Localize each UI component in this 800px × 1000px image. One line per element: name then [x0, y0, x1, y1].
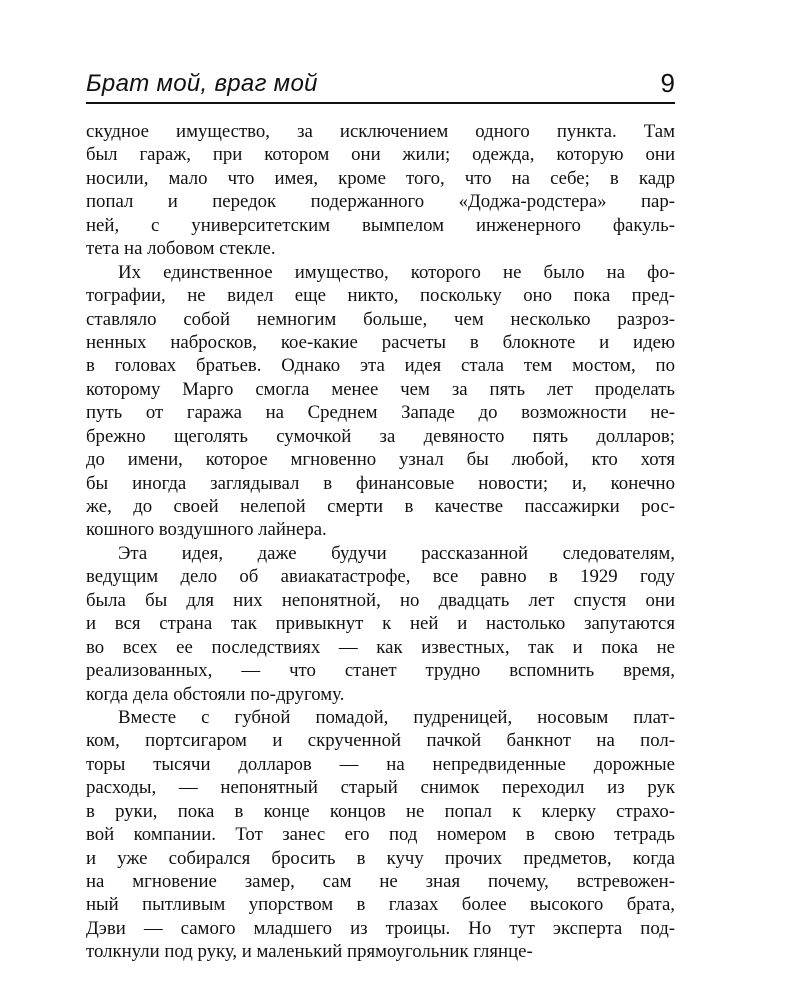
text-line: и уже собирался бросить в кучу прочих предметов, когда — [86, 847, 675, 869]
text-line: ком, портсигаром и скрученной пачкой банкнот на пол- — [86, 730, 675, 752]
running-head — [86, 68, 675, 104]
text-line: на мгновение замер, сам не зная почему, встревожен- — [86, 871, 675, 892]
text-line: Эта идея, даже будучи рассказанной следователям, — [118, 542, 675, 564]
text-line: была бы для них непонятной, но двадцать лет спустя они — [86, 589, 675, 611]
text-line: и вся страна так привыкнут к ней и настолько запутаются — [86, 613, 675, 635]
text-line: Их единственное имущество, которого не было на фо- — [118, 261, 675, 283]
text-line: ней, с университетским вымпелом инженерного факуль- — [86, 214, 675, 236]
text-line: реализованных, — что станет трудно вспомнить время, — [86, 660, 675, 682]
text-line: толкнули под руку, и маленький прямоугольник глянце- — [86, 941, 533, 963]
text-line: носили, мало что имея, кроме того, что на себе; в кадр — [86, 167, 675, 189]
text-line: которому Марго смогла менее чем за пять лет проделать — [86, 378, 675, 400]
paragraph — [86, 706, 675, 964]
text-line: брежно щеголять сумочкой за девяносто пять долларов; — [86, 425, 675, 447]
body-text — [86, 120, 675, 964]
paragraph — [86, 542, 675, 706]
text-line: вой компании. Тот занес его под номером в свою тетрадь — [86, 824, 675, 846]
text-line: же, до своей нелепой смерти в качестве пассажирки рос- — [86, 496, 675, 517]
text-line: бы иногда заглядывал в финансовые новости; и, конечно — [86, 472, 675, 494]
text-line: когда дела обстояли по-другому. — [86, 683, 345, 705]
paragraph — [86, 120, 675, 261]
text-line: тографии, не видел еще никто, поскольку оно пока пред- — [86, 285, 675, 307]
running-head-title: Брат мой, враг мой — [86, 70, 318, 97]
text-line: ный пытливым упорством в глазах более высокого брата, — [86, 894, 675, 916]
text-line: Вместе с губной помадой, пудреницей, носовым плат- — [118, 706, 675, 728]
text-line: во всех ее последствиях — как известных, так и пока не — [86, 636, 675, 658]
page-number: 9 — [660, 68, 675, 98]
text-line: ставляло собой немногим больше, чем несколько разроз- — [86, 308, 675, 330]
text-line: в головах братьев. Однако эта идея стала тем мостом, по — [86, 355, 675, 377]
text-line: Дэви — самого младшего из троицы. Но тут эксперта под- — [86, 917, 675, 939]
text-line: скудное имущество, за исключением одного пункта. Там — [86, 121, 675, 142]
text-line: ведущим дело об авиакатастрофе, все равно в 1929 году — [86, 566, 675, 588]
text-line: до имени, которое мгновенно узнал бы любой, кто хотя — [86, 449, 675, 471]
text-line: путь от гаража на Среднем Западе до возможности не- — [86, 402, 675, 424]
paragraph — [86, 261, 675, 542]
text-line: расходы, — непонятный старый снимок переходил из рук — [86, 777, 675, 799]
text-line: ненных набросков, кое-какие расчеты в блокноте и идею — [86, 331, 675, 353]
text-line: попал и передок подержанного «Доджа-родстера» пар- — [86, 191, 675, 213]
text-line: кошного воздушного лайнера. — [86, 519, 327, 541]
text-line: торы тысячи долларов — на непредвиденные дорожные — [86, 753, 675, 775]
text-line: в руки, пока в конце концов не попал к клерку страхо- — [86, 800, 675, 822]
text-line: был гараж, при котором они жили; одежда, которую они — [86, 144, 675, 166]
text-line: тета на лобовом стекле. — [86, 238, 276, 260]
